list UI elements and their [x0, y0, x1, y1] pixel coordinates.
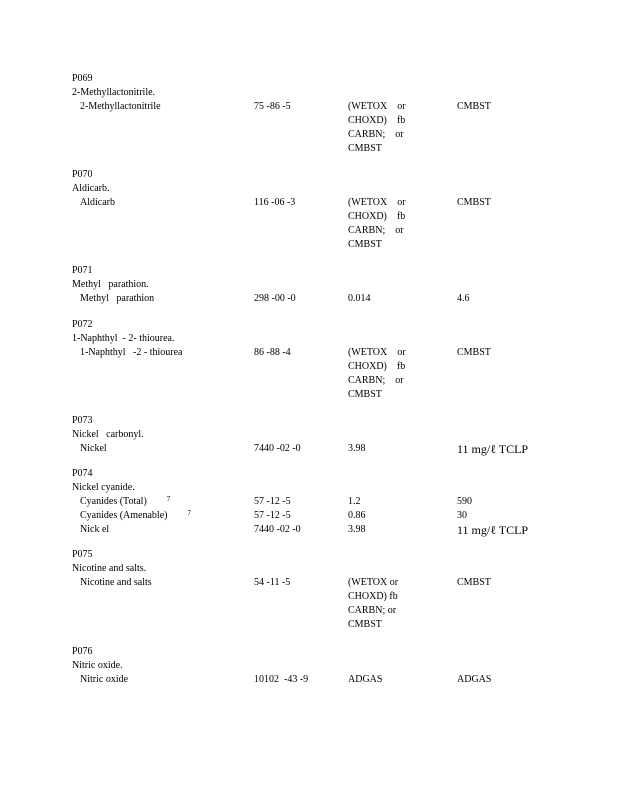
waste-entry-p070 [72, 168, 572, 250]
constituent-name: Aldicarb [80, 197, 115, 208]
nonwastewater-standard: 11 mg/ℓ TCLP [457, 523, 529, 537]
technology-line: CMBST [348, 619, 382, 630]
constituent-row [72, 100, 572, 154]
waste-title: 1-Naphthyl - 2- thiourea. [72, 333, 175, 344]
waste-code: P071 [72, 265, 93, 276]
nonwastewater-standard: 590 [457, 496, 472, 507]
technology-line: CARBN; or [348, 129, 404, 140]
cas-number: 10102 -43 -9 [254, 674, 309, 685]
cas-number: 75 -86 -5 [254, 101, 291, 112]
footnote-marker: 7 [166, 495, 171, 503]
waste-entry-p069 [72, 72, 572, 154]
nonwastewater-standard: 4.6 [457, 293, 470, 304]
technology-line: (WETOX or [348, 347, 406, 358]
waste-entry-p071 [72, 264, 572, 306]
constituent-row [72, 196, 572, 250]
technology-line: CMBST [348, 143, 382, 154]
technology-line: (WETOX or [348, 101, 406, 112]
waste-code: P074 [72, 468, 93, 479]
nonwastewater-standard: CMBST [457, 347, 491, 358]
wastewater-standard [348, 576, 398, 632]
waste-entry-p075 [72, 548, 572, 630]
constituent-name: Nicotine and salts [80, 577, 152, 588]
constituent-name: 2-Methyllactonitrile [80, 101, 161, 112]
cas-number: 54 -11 -5 [254, 577, 291, 588]
technology-line: CHOXD) fb [348, 115, 406, 126]
technology-line: (WETOX or [348, 577, 399, 588]
waste-entry-p074 [72, 467, 572, 537]
waste-title: Aldicarb. [72, 183, 110, 194]
technology-line: CARBN; or [348, 605, 397, 616]
technology-line: CHOXD) fb [348, 361, 406, 372]
constituent-row [72, 576, 572, 630]
cas-number: 57 -12 -5 [254, 510, 291, 521]
constituent-row [72, 346, 572, 400]
constituent-row [72, 673, 572, 687]
nonwastewater-standard: 30 [457, 510, 467, 521]
constituent-label: Cyanides (Total) [80, 496, 147, 507]
waste-entry-p073 [72, 414, 572, 456]
nonwastewater-standard: CMBST [457, 577, 491, 588]
cas-number: 57 -12 -5 [254, 496, 291, 507]
waste-code: P070 [72, 169, 93, 180]
constituent-name: Nick el [80, 524, 110, 535]
cas-number: 7440 -02 -0 [254, 524, 301, 535]
wastewater-standard: 0.86 [348, 510, 366, 521]
waste-title: 2-Methyllactonitrile. [72, 87, 156, 98]
technology-line: CMBST [348, 389, 382, 400]
wastewater-standard [348, 196, 406, 252]
constituent-name: Nitric oxide [80, 674, 129, 685]
waste-code: P072 [72, 319, 93, 330]
nonwastewater-standard: CMBST [457, 101, 491, 112]
technology-line: CARBN; or [348, 225, 404, 236]
wastewater-standard [348, 100, 406, 156]
wastewater-standard: 3.98 [348, 443, 366, 454]
wastewater-standard: 3.98 [348, 524, 366, 535]
cas-number: 7440 -02 -0 [254, 443, 301, 454]
technology-line: CARBN; or [348, 375, 404, 386]
waste-entry-p072 [72, 318, 572, 400]
footnote-marker: 7 [187, 509, 191, 517]
constituent-name: 1-Naphthyl -2 - thiourea [80, 347, 183, 358]
constituent-name [80, 509, 191, 523]
wastewater-standard: 0.014 [348, 293, 371, 304]
waste-title: Methyl parathion. [72, 279, 149, 290]
constituent-name: Nickel [80, 443, 107, 454]
technology-line: CHOXD) fb [348, 211, 406, 222]
technology-line: CHOXD) fb [348, 591, 398, 602]
waste-title: Nickel carbonyl. [72, 429, 144, 440]
waste-code: P073 [72, 415, 93, 426]
constituent-name: Methyl parathion [80, 293, 155, 304]
nonwastewater-standard: ADGAS [457, 674, 492, 685]
constituent-label: Cyanides (Amenable) [80, 510, 168, 521]
waste-code: P076 [72, 646, 93, 657]
waste-code: P069 [72, 73, 93, 84]
constituent-row [72, 523, 572, 537]
waste-title: Nicotine and salts. [72, 563, 147, 574]
wastewater-standard: 1.2 [348, 496, 361, 507]
waste-code: P075 [72, 549, 93, 560]
nonwastewater-standard: 11 mg/ℓ TCLP [457, 442, 529, 456]
technology-line: (WETOX or [348, 197, 406, 208]
cas-number: 86 -88 -4 [254, 347, 291, 358]
constituent-row [72, 509, 572, 523]
technology-line: CMBST [348, 239, 382, 250]
waste-title: Nitric oxide. [72, 660, 123, 671]
waste-title: Nickel cyanide. [72, 482, 135, 493]
cas-number: 116 -06 -3 [254, 197, 296, 208]
constituent-name [80, 495, 170, 509]
waste-entry-p076 [72, 645, 572, 687]
constituent-row [72, 495, 572, 509]
nonwastewater-standard: CMBST [457, 197, 491, 208]
wastewater-standard [348, 346, 406, 402]
cas-number: 298 -00 -0 [254, 293, 296, 304]
wastewater-standard: ADGAS [348, 674, 383, 685]
constituent-row [72, 292, 572, 306]
constituent-row [72, 442, 572, 456]
